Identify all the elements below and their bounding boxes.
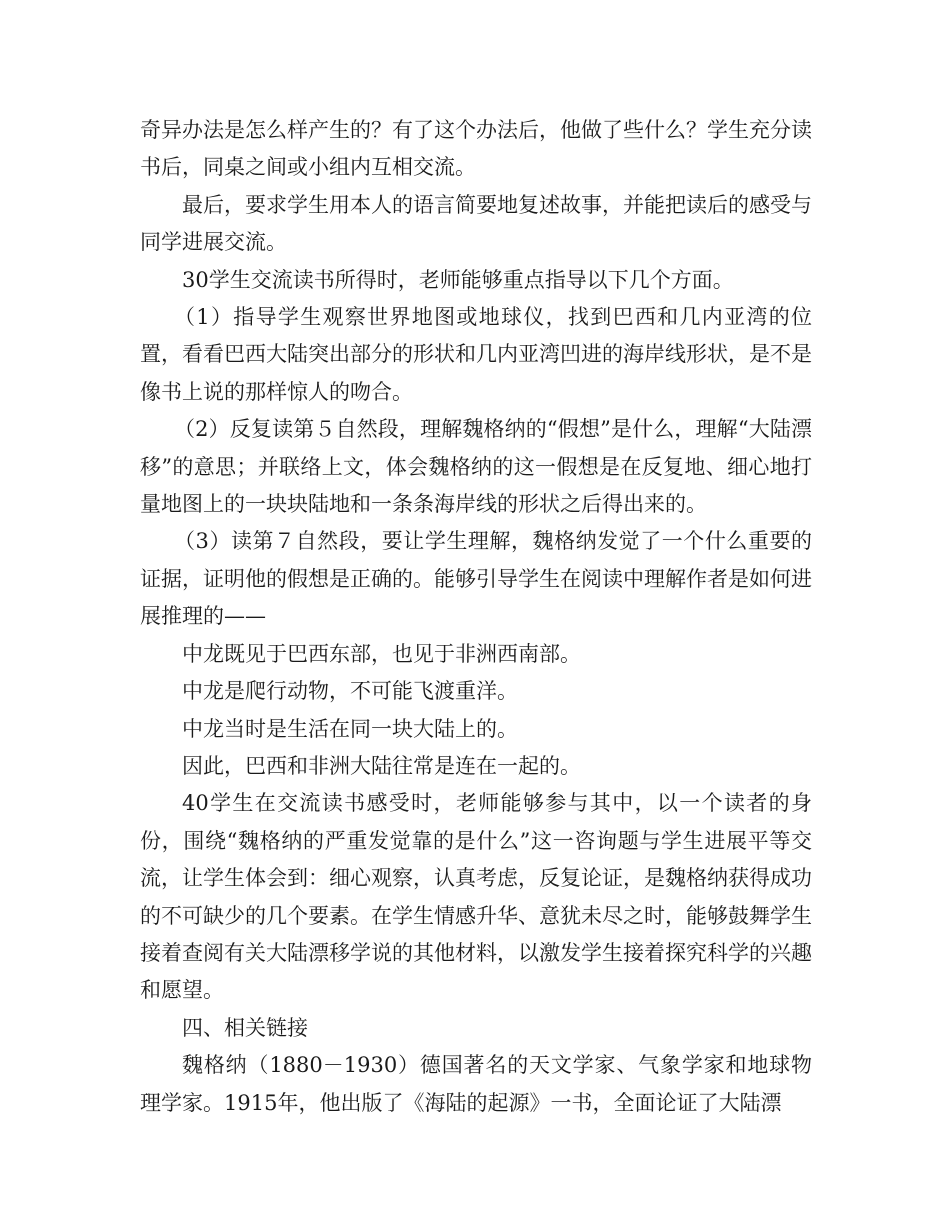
paragraph-wegener-bio: 魏格纳（1880－1930）德国著名的天文学家、气象学家和地球物理学家。1915年，他出版了《海陆的起源》一书，全面论证了大陆漂: [140, 1053, 812, 1115]
section-heading-related-links: 四、相关链接: [182, 1015, 308, 1040]
paragraph-guidance-intro: 30学生交流读书所得时，老师能够重点指导以下几个方面。: [182, 267, 734, 292]
paragraph-teacher-participation: 40学生在交流读书感受时，老师能够参与其中，以一个读者的身份，围绕“魏格纳的严重发觉靠的是什么”这一咨询题与学生进展平等交流，让学生体会到：细心观察，认真考虑，反复论证，是魏格纳获得成功的不可缺少的几个要素。在学生情感升华、意犹未尽之时，能够鼓舞学生接着查阅有关大陆漂移学说的其他材料，以激发学生接着探究科学的兴趣和愿望。: [140, 791, 812, 1003]
paragraph-guidance-2: （2）反复读第５自然段，理解魏格纳的“假想”是什么，理解“大陆漂移”的意思；并联络上文，体会魏格纳的这一假想是在反复地、细心地打量地图上的一块块陆地和一条条海岸线的形状之后得出来的。: [140, 417, 812, 517]
reasoning-step-1: 中龙既见于巴西东部，也见于非洲西南部。: [182, 641, 581, 666]
paragraph-guidance-1: （1）指导学生观察世界地图或地球仪，找到巴西和几内亚湾的位置，看看巴西大陆突出部分的形状和几内亚湾凹进的海岸线形状，是不是像书上说的那样惊人的吻合。: [140, 305, 812, 404]
paragraph-guidance-3: （3）读第７自然段，要让学生理解，魏格纳发觉了一个什么重要的证据，证明他的假想是正确的。能够引导学生在阅读中理解作者是如何进展推理的——: [140, 529, 812, 629]
paragraph-retell-story: 最后，要求学生用本人的语言简要地复述故事，并能把读后的感受与同学进展交流。: [140, 192, 812, 255]
reasoning-step-2: 中龙是爬行动物，不可能飞渡重洋。: [182, 679, 518, 704]
document-body: [140, 112, 812, 1122]
reasoning-step-3: 中龙当时是生活在同一块大陆上的。: [182, 716, 518, 741]
reasoning-conclusion: 因此，巴西和非洲大陆往常是连在一起的。: [182, 753, 581, 778]
paragraph-reading-method: 奇异办法是怎么样产生的？有了这个办法后，他做了些什么？学生充分读书后，同桌之间或小组内互相交流。: [140, 118, 812, 180]
